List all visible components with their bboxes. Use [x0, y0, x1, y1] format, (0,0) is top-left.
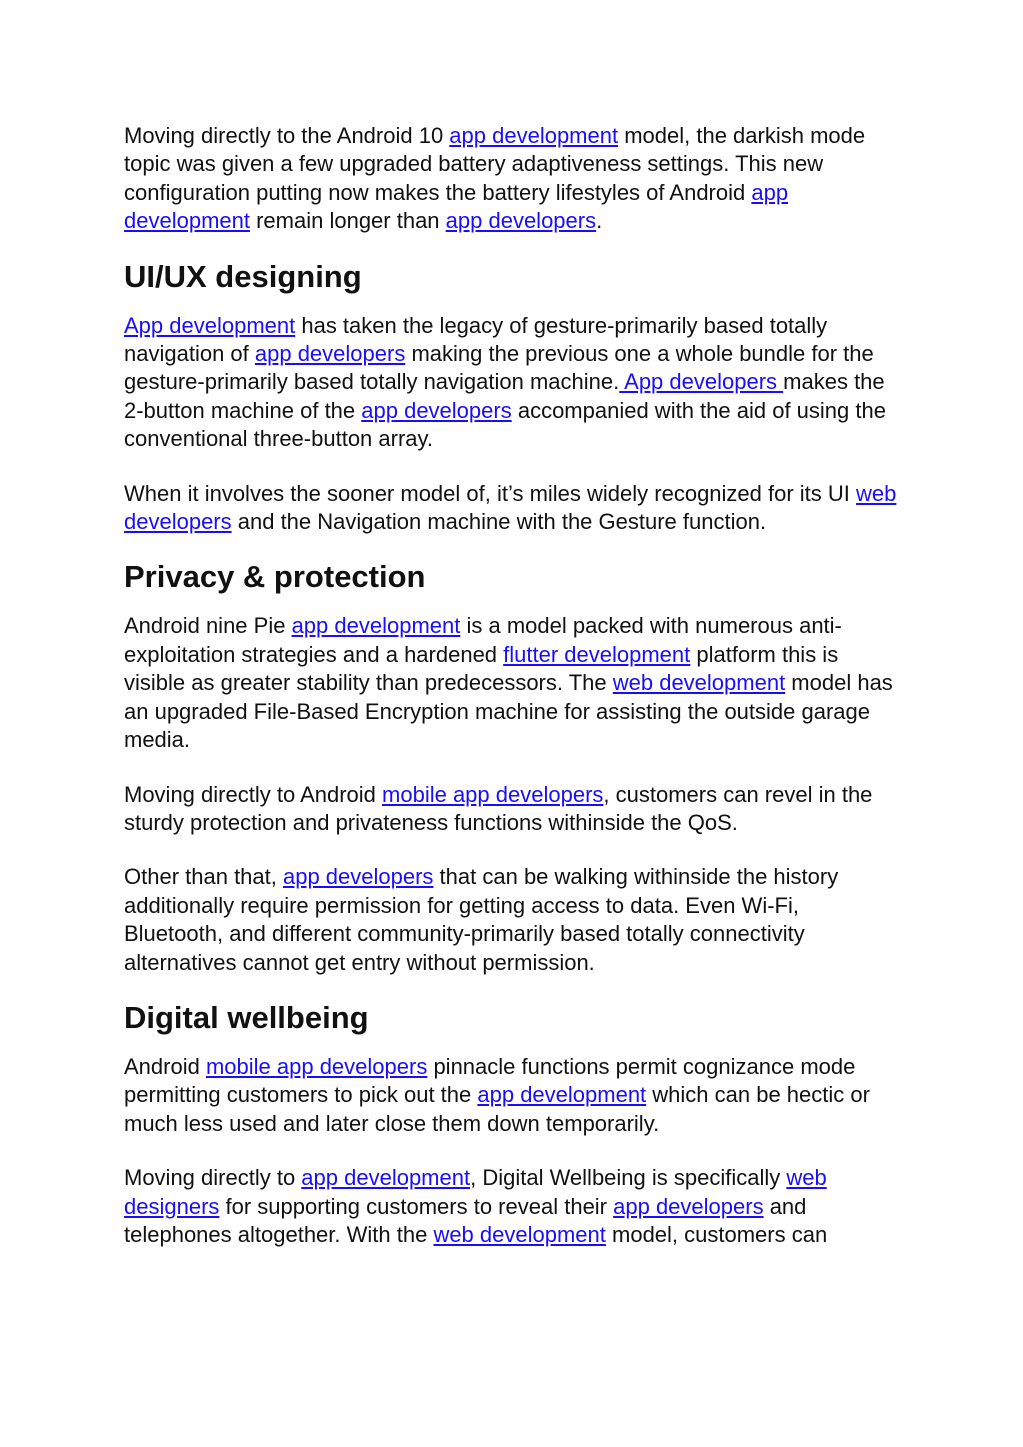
- link-app-developers[interactable]: app developers: [613, 1193, 764, 1219]
- link-app-developers[interactable]: app developers: [254, 341, 406, 367]
- privacy-paragraph-1: Android nine Pie app development is a model packed with numerous anti-exploitation strategies and a hardened flutter development platform this is visible as greater stability than predecessors. The web development model has an upgraded File-Based Encryption machine for assisting the outside garage media.: [124, 613, 893, 753]
- privacy-paragraph-2: Moving directly to Android mobile app developers, customers can revel in the sturdy protection and privateness functions withinside the QoS.: [124, 781, 873, 835]
- link-web-development[interactable]: web development: [612, 670, 786, 696]
- link-app-developers[interactable]: App developers: [619, 369, 784, 395]
- heading-digital-wellbeing: Digital wellbeing: [124, 999, 369, 1035]
- link-app-development[interactable]: app development: [449, 123, 619, 148]
- intro-paragraph: Moving directly to the Android 10 app development model, the darkish mode topic was given a few upgraded battery adaptiveness settings. This new configuration putting now makes the battery lifestyles of Android app development remain longer than app developers.: [124, 123, 866, 234]
- link-mobile-app-developers[interactable]: mobile app developers: [205, 1053, 428, 1079]
- link-app-development[interactable]: App development: [124, 312, 296, 338]
- link-web-development[interactable]: web development: [433, 1221, 606, 1247]
- document-page: [124, 122, 904, 1275]
- link-mobile-app-developers[interactable]: mobile app developers: [382, 781, 604, 807]
- link-app-developers[interactable]: app developers: [361, 397, 512, 423]
- link-app-development[interactable]: app development: [291, 613, 461, 639]
- link-app-developers[interactable]: app developers: [445, 208, 597, 234]
- link-app-development[interactable]: app development: [124, 179, 789, 234]
- link-web-designers[interactable]: web designers: [124, 1165, 827, 1219]
- heading-ui-ux: UI/UX designing: [124, 258, 362, 294]
- heading-privacy: Privacy & protection: [124, 559, 426, 595]
- ui-ux-paragraph-1: App development has taken the legacy of gesture-primarily based totally navigation of app developers making the previous one a whole bundle for the gesture-primarily based totally navigation machine. App developers makes the 2-button machine of the app developers accompanied with the aid of using the conventional three-button array.: [124, 312, 886, 452]
- link-web-developers[interactable]: web developers: [124, 480, 897, 535]
- link-app-development[interactable]: app development: [477, 1082, 647, 1108]
- link-app-developers[interactable]: app developers: [282, 864, 434, 890]
- wellbeing-paragraph-1: Android mobile app developers pinnacle functions permit cognizance mode permitting customers to pick out the app development which can be hectic or much less used and later close them down temporarily.: [124, 1053, 870, 1136]
- ui-ux-paragraph-2: When it involves the sooner model of, it’s miles widely recognized for its UI web developers and the Navigation machine with the Gesture function.: [124, 480, 897, 535]
- link-flutter-development[interactable]: flutter development: [503, 641, 691, 667]
- wellbeing-paragraph-2: Moving directly to app development, Digital Wellbeing is specifically web designers for supporting customers to reveal their app developers and telephones altogether. With the web development model, customers can: [124, 1165, 828, 1247]
- link-app-development[interactable]: app development: [301, 1165, 471, 1191]
- privacy-paragraph-3: Other than that, app developers that can be walking withinside the history additionally require permission for getting access to data. Even Wi-Fi, Bluetooth, and different community-primarily based totally connectivity alternatives cannot get entry without permission.: [124, 864, 839, 975]
